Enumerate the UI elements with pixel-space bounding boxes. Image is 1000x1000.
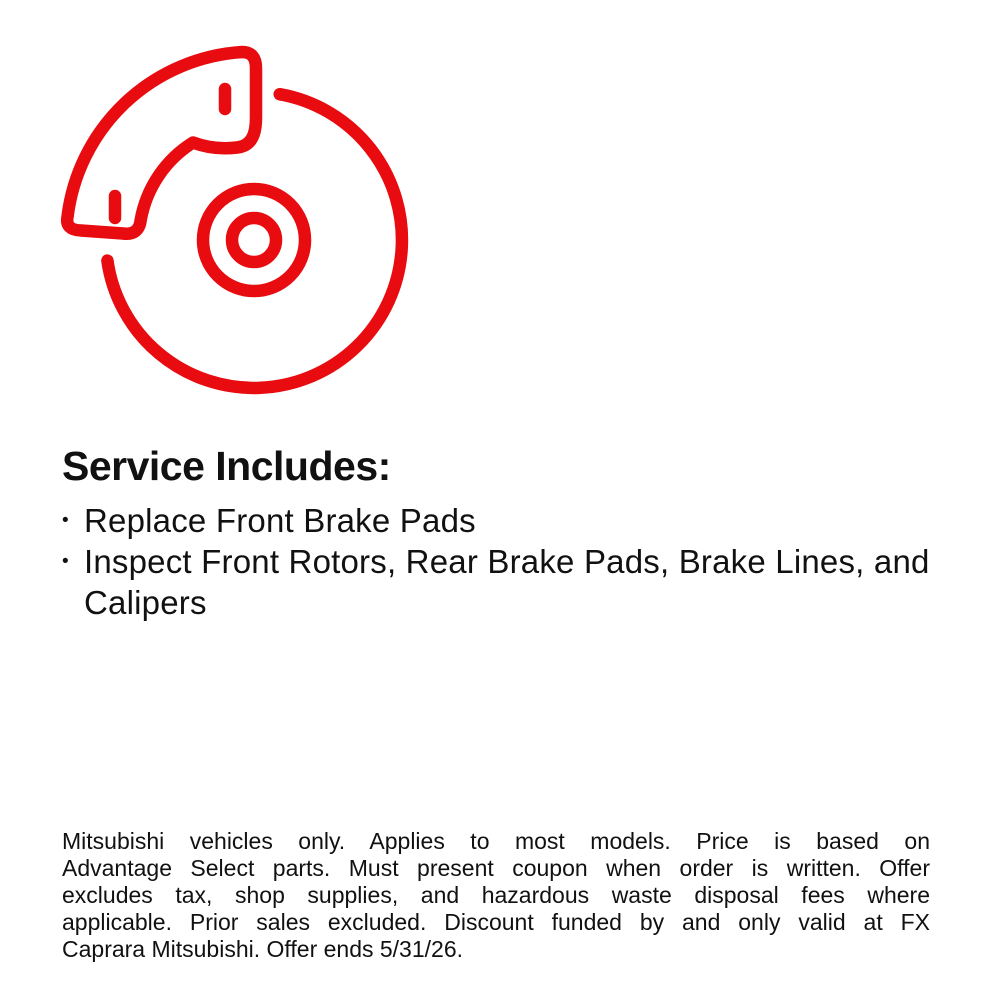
service-items-list (62, 500, 930, 623)
service-item-text: Inspect Front Rotors, Rear Brake Pads, Brake Lines, and Calipers (84, 543, 930, 621)
fine-print-line: Caprara Mitsubishi. Offer ends 5/31/26. (62, 936, 464, 962)
fine-print-line: Advantage Select parts. Must present coupon when order is written. Offer (62, 855, 930, 881)
fine-print (62, 828, 930, 963)
hub-outer-circle (203, 189, 305, 291)
disc-brake-icon-svg (55, 38, 415, 400)
service-item (62, 541, 930, 623)
service-includes-heading: Service Includes: (62, 443, 391, 489)
fine-print-line: applicable. Prior sales excluded. Discount funded by and only valid at FX (62, 909, 930, 935)
hub-inner-circle (232, 218, 276, 262)
bullet-icon: • (62, 551, 69, 572)
caliper-body (67, 52, 256, 234)
fine-print-line: Mitsubishi vehicles only. Applies to most models. Price is based on (62, 828, 930, 854)
bullet-icon: • (62, 510, 69, 531)
fine-print-line: excludes tax, shop supplies, and hazardous waste disposal fees where (62, 882, 930, 908)
service-item (62, 500, 930, 541)
disc-brake-icon (55, 38, 415, 400)
service-item-text: Replace Front Brake Pads (84, 502, 476, 539)
